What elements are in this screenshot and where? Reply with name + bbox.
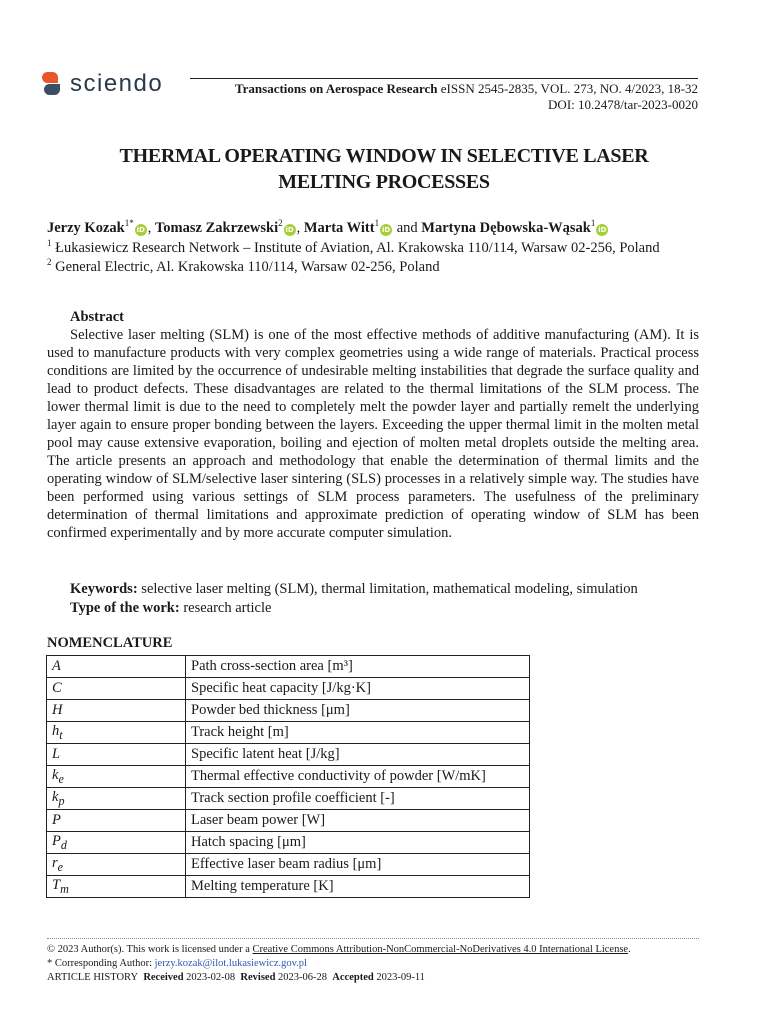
author-sup: 1* bbox=[124, 218, 134, 228]
nomenclature-description: Track section profile coefficient [-] bbox=[186, 788, 530, 810]
author-separator: , bbox=[147, 219, 155, 236]
affiliation-sup: 1 bbox=[47, 238, 52, 248]
nomenclature-symbol bbox=[47, 854, 186, 876]
author-separator: , bbox=[296, 219, 304, 236]
nomenclature-symbol bbox=[47, 832, 186, 854]
author-list bbox=[47, 218, 609, 237]
footer-rule bbox=[47, 938, 699, 939]
affiliation-text: Łukasiewicz Research Network – Institute of Aviation, Al. Krakowska 110/114, Warsaw 02-256, Poland bbox=[51, 239, 660, 256]
nomenclature-row bbox=[47, 810, 530, 832]
symbol-base: k bbox=[52, 766, 59, 783]
license-prefix: © 2023 Author(s). This work is licensed under a bbox=[47, 944, 253, 955]
symbol-subscript: e bbox=[57, 859, 64, 874]
paper-title bbox=[60, 143, 708, 195]
license-note bbox=[47, 944, 631, 955]
affiliation-2 bbox=[47, 257, 440, 276]
nomenclature-description: Melting temperature [K] bbox=[186, 876, 530, 898]
nomenclature-row bbox=[47, 766, 530, 788]
nomenclature-description: Specific heat capacity [J/kg·K] bbox=[186, 678, 530, 700]
keywords-label: Keywords: bbox=[70, 581, 138, 597]
logo-text: sciendo bbox=[70, 70, 164, 97]
author-sup: 1 bbox=[374, 218, 380, 228]
keywords-text: selective laser melting (SLM), thermal limitation, mathematical modeling, simulation bbox=[137, 581, 638, 597]
title-line-1: THERMAL OPERATING WINDOW IN SELECTIVE LASER bbox=[119, 145, 649, 167]
author-name: Tomasz Zakrzewski bbox=[154, 219, 279, 236]
nomenclature-symbol bbox=[47, 876, 186, 898]
work-type-text: research article bbox=[179, 600, 272, 616]
nomenclature-row bbox=[47, 656, 530, 678]
author-sup: 2 bbox=[278, 218, 283, 228]
nomenclature-description: Effective laser beam radius [μm] bbox=[186, 854, 530, 876]
symbol-base: L bbox=[52, 746, 61, 762]
nomenclature-row bbox=[47, 700, 530, 722]
nomenclature-symbol bbox=[47, 656, 186, 678]
symbol-base: T bbox=[52, 876, 61, 893]
abstract-body: Selective laser melting (SLM) is one of the most effective methods of additive manufacturing (AM). It is used to manufacture products with very complex geometries using a wide range of materials. Practical process conditions are limited by the occurrence of undesirable melting instabilities that degrade the surface quality and lead to product defects. These disadvantages are related to the thermal limitations of the SLM process. The lower thermal limit is due to the need to completely melt the powder layer and partially remelt the underlying layer again to ensure proper bonding between the layers. Exceeding the upper thermal limit in the molten metal pool may cause extensive evaporation, boiling and ejection of molten metal droplets outside the melting area. The article presents an approach and methodology that enable the determination of thermal limits and the operating window of SLM/selective laser sintering (SLS) processes in a relatively simple way. The studies have been performed using various settings of SLM process parameters. The usefulness of the preliminary determination of thermal limitations and approximate prediction of operating window of SLM has been confirmed experimentally and by more accurate computer simulation. bbox=[47, 327, 699, 541]
nomenclature-symbol bbox=[47, 766, 186, 788]
symbol-base: P bbox=[52, 832, 61, 849]
symbol-subscript: d bbox=[60, 837, 67, 852]
nomenclature-row bbox=[47, 744, 530, 766]
author-and: and bbox=[393, 219, 422, 236]
accepted-date: 2023-09-11 bbox=[373, 972, 425, 983]
license-link[interactable]: Creative Commons Attribution-NonCommercial-NoDerivatives 4.0 International License bbox=[252, 944, 629, 955]
publisher-logo bbox=[40, 70, 163, 98]
affiliation-text: General Electric, Al. Krakowska 110/114, Warsaw 02-256, Poland bbox=[51, 258, 440, 275]
corr-prefix: * Corresponding Author: bbox=[47, 958, 155, 969]
nomenclature-symbol bbox=[47, 788, 186, 810]
symbol-base: r bbox=[52, 854, 58, 871]
orcid-icon[interactable]: iD bbox=[381, 225, 391, 234]
symbol-subscript: m bbox=[60, 881, 69, 896]
author-name: Marta Witt bbox=[303, 219, 375, 236]
work-type-label: Type of the work: bbox=[70, 600, 180, 616]
nomenclature-row bbox=[47, 678, 530, 700]
doi: DOI: 10.2478/tar-2023-0020 bbox=[548, 97, 698, 112]
symbol-base: H bbox=[52, 702, 63, 718]
revised-date: 2023-06-28 bbox=[275, 972, 328, 983]
nomenclature-description: Track height [m] bbox=[186, 722, 530, 744]
orcid-icon[interactable]: iD bbox=[285, 225, 294, 234]
author-name: Martyna Dębowska-Wąsak bbox=[421, 219, 591, 236]
nomenclature-symbol bbox=[47, 744, 186, 766]
nomenclature-table bbox=[46, 655, 530, 898]
symbol-base: P bbox=[52, 812, 61, 828]
work-type bbox=[70, 600, 271, 617]
revised-label: Revised bbox=[240, 972, 276, 983]
accepted-label: Accepted bbox=[332, 972, 374, 983]
symbol-subscript: p bbox=[58, 793, 65, 808]
nomenclature-row bbox=[47, 722, 530, 744]
nomenclature-description: Specific latent heat [J/kg] bbox=[186, 744, 530, 766]
title-line-2: MELTING PROCESSES bbox=[278, 171, 490, 193]
nomenclature-row bbox=[47, 832, 530, 854]
nomenclature-symbol bbox=[47, 678, 186, 700]
nomenclature-symbol bbox=[47, 700, 186, 722]
received-date: 2023-02-08 bbox=[183, 972, 236, 983]
nomenclature-row bbox=[47, 854, 530, 876]
author-name: Jerzy Kozak bbox=[47, 219, 125, 236]
nomenclature-description: Path cross-section area [m³] bbox=[186, 656, 530, 678]
keywords bbox=[70, 581, 638, 598]
journal-meta: eISSN 2545-2835, VOL. 273, NO. 4/2023, 18-32 bbox=[437, 81, 698, 96]
author-sup: 1 bbox=[590, 218, 596, 228]
nomenclature-symbol bbox=[47, 810, 186, 832]
corresponding-author bbox=[47, 958, 307, 969]
received-label: Received bbox=[143, 972, 184, 983]
symbol-base: k bbox=[52, 788, 59, 805]
nomenclature-description: Hatch spacing [μm] bbox=[186, 832, 530, 854]
affiliation-sup: 2 bbox=[47, 257, 52, 267]
nomenclature-description: Powder bed thickness [μm] bbox=[186, 700, 530, 722]
nomenclature-row bbox=[47, 788, 530, 810]
license-suffix: . bbox=[628, 944, 631, 955]
symbol-base: C bbox=[52, 680, 62, 696]
header-rule bbox=[190, 78, 698, 79]
article-history bbox=[47, 972, 425, 983]
nomenclature-description: Thermal effective conductivity of powder [W/mK] bbox=[186, 766, 530, 788]
history-label: ARTICLE HISTORY bbox=[47, 972, 139, 983]
abstract-heading: Abstract bbox=[70, 309, 124, 325]
nomenclature-row bbox=[47, 876, 530, 898]
journal-info bbox=[235, 81, 698, 97]
orcid-icon[interactable]: iD bbox=[598, 225, 607, 234]
nomenclature-heading: NOMENCLATURE bbox=[47, 635, 173, 651]
symbol-base: h bbox=[52, 722, 60, 739]
affiliation-1 bbox=[47, 238, 660, 257]
symbol-subscript: t bbox=[59, 727, 63, 742]
symbol-subscript: e bbox=[58, 771, 64, 786]
nomenclature-symbol bbox=[47, 722, 186, 744]
sciendo-logo-icon bbox=[40, 71, 62, 97]
nomenclature-description: Laser beam power [W] bbox=[186, 810, 530, 832]
orcid-icon[interactable]: iD bbox=[136, 225, 145, 234]
corr-email-link[interactable]: jerzy.kozak@ilot.lukasiewicz.gov.pl bbox=[154, 958, 307, 969]
symbol-base: A bbox=[52, 658, 61, 674]
journal-name: Transactions on Aerospace Research bbox=[234, 81, 438, 96]
